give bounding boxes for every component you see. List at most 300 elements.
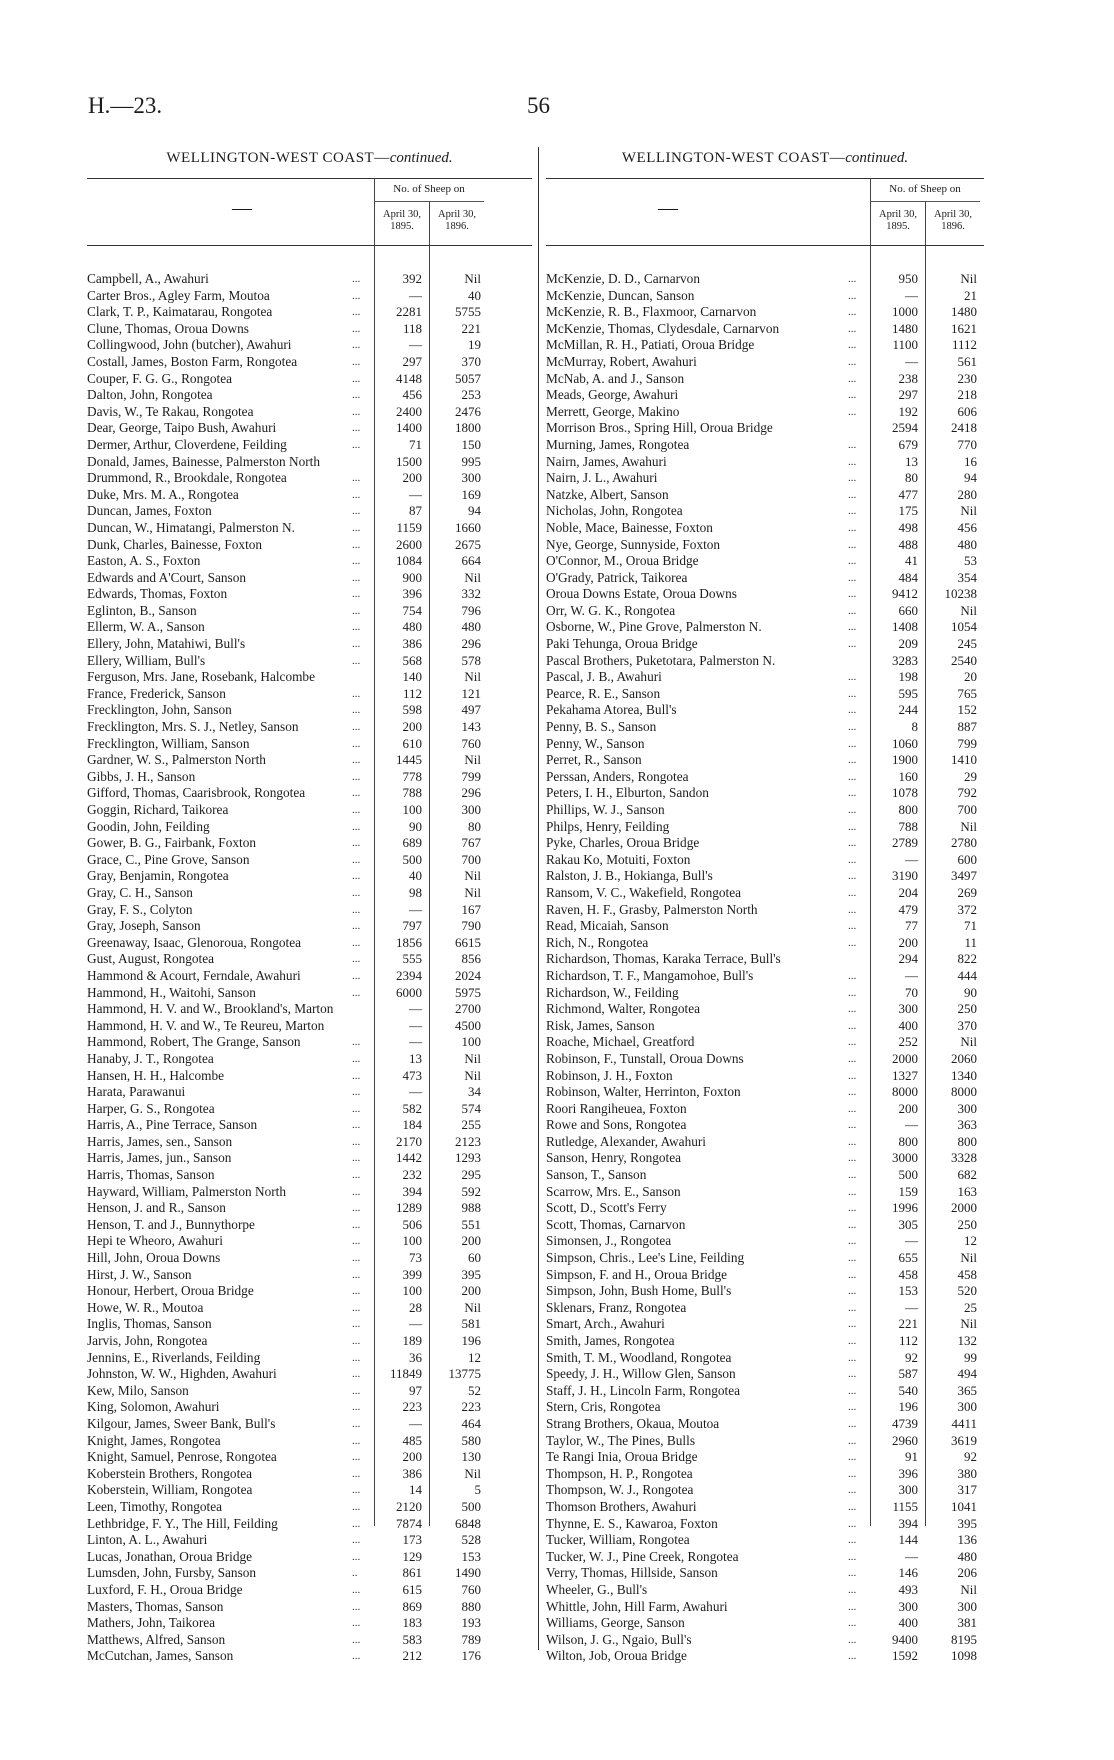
table-row [546, 1034, 984, 1051]
leader-dots: ... [848, 1301, 857, 1314]
owner-name: Hayward, William, Palmerston North [87, 1183, 287, 1199]
count-1895: — [905, 353, 918, 369]
table-row [87, 918, 532, 935]
count-1895: 484 [898, 569, 918, 585]
count-1896: 767 [461, 835, 481, 851]
count-1895: 660 [898, 602, 918, 618]
count-1896: 300 [957, 1100, 977, 1116]
count-1895: 9400 [892, 1631, 918, 1647]
table-row [87, 404, 532, 421]
table-row [546, 371, 984, 388]
leader-dots: ... [848, 521, 857, 534]
leader-dots: ... [848, 1003, 857, 1016]
count-1895: 200 [402, 470, 422, 486]
leader-dots: ... [848, 1086, 857, 1099]
left-table [87, 150, 532, 1665]
count-1896: 90 [964, 984, 977, 1000]
owner-name: Tucker, William, Rongotea [546, 1532, 690, 1548]
count-1895: 184 [402, 1117, 422, 1133]
leader-dots: ... [352, 1102, 361, 1115]
count-1896: 176 [461, 1648, 481, 1664]
count-1896: 1054 [951, 619, 977, 635]
table-row [87, 1167, 532, 1184]
leader-dots: ... [848, 1384, 857, 1397]
leader-dots: ... [848, 1617, 857, 1630]
count-1895: — [905, 967, 918, 983]
leader-dots: ... [848, 1434, 857, 1447]
count-1896: 765 [957, 685, 977, 701]
count-1896: 480 [957, 1548, 977, 1564]
count-1896: 822 [957, 951, 977, 967]
count-1896: Nil [464, 1299, 481, 1315]
leader-dots: ... [848, 273, 857, 285]
count-1895: 7874 [396, 1515, 422, 1531]
table-row [546, 902, 984, 919]
count-1895: 399 [402, 1266, 422, 1282]
table-row [87, 1599, 532, 1616]
count-1896: 887 [957, 719, 977, 735]
owner-name: Sklenars, Franz, Rongotea [546, 1299, 687, 1315]
table-row [546, 470, 984, 487]
owner-name: Scarrow, Mrs. E., Sanson [546, 1183, 681, 1199]
count-1895: 118 [402, 320, 422, 336]
owner-name: Gray, F. S., Colyton [87, 901, 193, 917]
owner-name: Smith, James, Rongotea [546, 1333, 675, 1348]
count-1896: 796 [461, 602, 481, 618]
count-1895: 13 [409, 1050, 422, 1066]
leader-dots: ... [352, 638, 361, 651]
count-1896: 1660 [455, 519, 481, 535]
count-1895: 112 [402, 685, 422, 701]
table-row [87, 1300, 532, 1317]
leader-dots: ... [848, 920, 857, 933]
owner-name: Scott, D., Scott's Ferry [546, 1200, 667, 1216]
count-1896: 370 [957, 1017, 977, 1033]
leader-dots: ... [352, 1135, 361, 1148]
table-row [87, 669, 532, 686]
count-1896: 551 [461, 1216, 481, 1232]
owner-name: Kew, Milo, Sanson [87, 1382, 189, 1398]
count-1896: 2700 [455, 1001, 481, 1017]
count-1896: 5057 [455, 370, 481, 386]
owner-name: Carter Bros., Agley Farm, Moutoa [87, 287, 270, 303]
count-1895: 129 [402, 1548, 422, 1564]
owner-name: Campbell, A., Awahuri [87, 271, 209, 286]
table-row [546, 1648, 984, 1665]
count-1895: 797 [402, 918, 422, 934]
owner-name: Te Rangi Inia, Oroua Bridge [546, 1449, 698, 1465]
table-row [87, 288, 532, 305]
owner-name: Knight, James, Rongotea [87, 1432, 221, 1448]
count-1896: Nil [960, 1034, 977, 1050]
count-1896: 8195 [951, 1631, 977, 1647]
count-1896: 80 [468, 818, 481, 834]
owner-name: Hill, John, Oroua Downs [87, 1250, 221, 1266]
table-row [87, 636, 532, 653]
table-row [546, 1134, 984, 1151]
count-1895: 36 [409, 1349, 422, 1365]
leader-dots: ... [352, 837, 361, 850]
count-1895: 71 [409, 436, 422, 452]
count-1896: 169 [461, 486, 481, 502]
table-row [87, 1350, 532, 1367]
count-1895: — [409, 901, 422, 917]
count-1896: 480 [957, 536, 977, 552]
leader-dots: ... [352, 488, 361, 501]
leader-dots: ... [352, 969, 361, 982]
owner-name: Donald, James, Bainesse, Palmerston North [87, 453, 321, 469]
count-1895: 400 [898, 1615, 918, 1631]
count-1895: 1996 [892, 1200, 918, 1216]
table-row [546, 1615, 984, 1632]
table-row [87, 537, 532, 554]
table-row [87, 520, 532, 537]
owner-name: Hanaby, J. T., Rongotea [87, 1050, 214, 1066]
table-row [546, 985, 984, 1002]
owner-name: Johnston, W. W., Highden, Awahuri [87, 1366, 277, 1382]
count-1896: 250 [957, 1216, 977, 1232]
leader-dots: ... [352, 1633, 361, 1646]
count-1896: 16 [964, 453, 977, 469]
table-row [87, 1433, 532, 1450]
count-1896: 5755 [455, 304, 481, 320]
owner-name: Wilton, Job, Oroua Bridge [546, 1648, 687, 1664]
owner-name: Honour, Herbert, Oroua Bridge [87, 1283, 254, 1299]
count-1895: 1060 [892, 735, 918, 751]
leader-dots: ... [848, 571, 857, 584]
count-1896: 760 [461, 735, 481, 751]
leader-dots: .. [352, 1567, 358, 1580]
leader-dots: ... [848, 1335, 857, 1347]
table-row [87, 1482, 532, 1499]
table-row [546, 785, 984, 802]
table-row [546, 1068, 984, 1085]
count-1896: 789 [461, 1631, 481, 1647]
leader-dots: ... [352, 1036, 361, 1049]
count-1896: 136 [957, 1532, 977, 1548]
owner-name: Penny, B. S., Sanson [546, 719, 657, 735]
owner-name: Smith, T. M., Woodland, Rongotea [546, 1349, 732, 1365]
count-1895: 196 [898, 1399, 918, 1415]
count-1895: 2394 [396, 967, 422, 983]
owner-name: Greenaway, Isaac, Glenoroua, Rongotea [87, 934, 302, 950]
count-1895: 2170 [396, 1133, 422, 1149]
count-1895: 568 [402, 652, 422, 668]
count-1895: 209 [898, 636, 918, 652]
count-1895: 861 [402, 1565, 422, 1581]
leader-dots: ... [352, 571, 361, 584]
table-row [546, 802, 984, 819]
table-row [546, 852, 984, 869]
count-1896: 280 [957, 486, 977, 502]
table-row [546, 537, 984, 554]
owner-name: Stern, Cris, Rongotea [546, 1399, 661, 1415]
count-1896: 799 [957, 735, 977, 751]
owner-name: Ellerm, W. A., Sanson [87, 619, 205, 635]
count-1896: 6848 [455, 1515, 481, 1531]
table-row [546, 503, 984, 520]
table-row [546, 1632, 984, 1649]
count-1895: 97 [409, 1382, 422, 1398]
leader-dots: ... [352, 986, 361, 999]
leader-dots: ... [352, 306, 361, 319]
table-row [546, 1433, 984, 1450]
table-row [87, 1034, 532, 1051]
count-1896: 121 [461, 685, 481, 701]
count-1895: 100 [402, 1283, 422, 1299]
leader-dots: ... [848, 1169, 857, 1182]
count-1895: 1159 [396, 519, 422, 535]
table-row [87, 454, 532, 471]
leader-dots: ... [352, 1202, 361, 1215]
count-1895: 788 [898, 818, 918, 834]
table-header [87, 178, 532, 246]
owner-name: Clark, T. P., Kaimatarau, Rongotea [87, 304, 273, 320]
count-1895: 480 [402, 619, 422, 635]
count-1896: 153 [461, 1548, 481, 1564]
owner-name: Koberstein, William, Rongotea [87, 1482, 253, 1498]
owner-name: Pascal, J. B., Awahuri [546, 669, 662, 685]
table-row [546, 1217, 984, 1234]
owner-name: Gray, Joseph, Sanson [87, 918, 201, 934]
leader-dots: ... [352, 920, 361, 933]
count-1896: 2780 [951, 835, 977, 851]
count-1895: 153 [898, 1283, 918, 1299]
table-row [87, 304, 532, 321]
owner-name: Dermer, Arthur, Cloverdene, Feilding [87, 436, 287, 452]
owner-name: Richardson, W., Feilding [546, 984, 679, 1000]
count-1896: 1340 [951, 1067, 977, 1083]
owner-name: Verry, Thomas, Hillside, Sanson [546, 1565, 718, 1581]
count-1896: 296 [461, 636, 481, 652]
count-1895: 2594 [892, 420, 918, 436]
leader-dots: ... [848, 721, 857, 734]
table-row [546, 1582, 984, 1599]
count-1895: 8 [911, 719, 918, 735]
count-1895: 297 [898, 387, 918, 403]
count-1895: 41 [905, 553, 918, 569]
owner-name: Couper, F. G. G., Rongotea [87, 370, 233, 386]
table-row [87, 852, 532, 869]
owner-name: Linton, A. L., Awahuri [87, 1532, 208, 1548]
leader-dots: ... [352, 1600, 361, 1613]
table-row [546, 570, 984, 587]
owner-name: Simpson, F. and H., Oroua Bridge [546, 1266, 728, 1282]
count-1895: 300 [898, 1482, 918, 1498]
owner-name: Dear, George, Taipo Bush, Awahuri [87, 420, 277, 436]
table-header [546, 178, 984, 246]
table-row [546, 321, 984, 338]
table-row [546, 1018, 984, 1035]
leader-dots: ... [352, 1351, 361, 1364]
count-1895: 655 [898, 1250, 918, 1266]
leader-dots: ... [848, 1036, 857, 1049]
count-1895: 2789 [892, 835, 918, 851]
leader-dots: ... [352, 389, 361, 402]
leader-dots: ... [848, 1650, 857, 1663]
table-row [87, 1532, 532, 1549]
table-row [87, 619, 532, 636]
owner-name: Harris, A., Pine Terrace, Sanson [87, 1117, 258, 1133]
table-row [87, 1316, 532, 1333]
count-1896: 760 [461, 1581, 481, 1597]
owner-name: Grace, C., Pine Grove, Sanson [87, 851, 250, 867]
leader-dots: ... [848, 1285, 857, 1298]
leader-dots: ... [848, 1517, 857, 1530]
count-1895: 2600 [396, 536, 422, 552]
count-1895: 1480 [892, 320, 918, 336]
count-1896: 380 [957, 1465, 977, 1481]
count-1896: 71 [964, 918, 977, 934]
leader-dots: ... [352, 1451, 361, 1464]
owner-name: Easton, A. S., Foxton [87, 553, 201, 569]
count-1896: 29 [964, 768, 977, 784]
count-1895: 595 [898, 685, 918, 701]
count-1895: 1900 [892, 752, 918, 768]
table-row [546, 387, 984, 404]
count-1895: 1100 [892, 337, 918, 353]
owner-name: Thompson, W. J., Rongotea [546, 1482, 694, 1498]
table-row [546, 1150, 984, 1167]
leader-dots: ... [352, 1086, 361, 1099]
table-title: WELLINGTON-WEST COAST—continued. [166, 150, 453, 166]
owner-name: Luxford, F. H., Oroua Bridge [87, 1581, 243, 1597]
count-1895: 583 [402, 1631, 422, 1647]
owner-name: Gardner, W. S., Palmerston North [87, 752, 266, 768]
table-row [87, 321, 532, 338]
table-row [546, 1084, 984, 1101]
count-1896: 223 [461, 1399, 481, 1415]
count-1895: — [409, 1084, 422, 1100]
owner-name: McMurray, Robert, Awahuri [546, 353, 697, 369]
leader-dots: ... [352, 1434, 361, 1447]
leader-dots: ... [848, 737, 857, 750]
count-1895: 294 [898, 951, 918, 967]
count-1895: 458 [898, 1266, 918, 1282]
owner-name: Drummond, R., Brookdale, Rongotea [87, 470, 287, 486]
count-1895: 8000 [892, 1084, 918, 1100]
count-1896: 100 [461, 1034, 481, 1050]
table-row [87, 935, 532, 952]
table-row [546, 1233, 984, 1250]
count-1895: 70 [905, 984, 918, 1000]
leader-dots: ... [352, 721, 361, 734]
leader-dots: ... [352, 1169, 361, 1182]
count-1896: 799 [461, 768, 481, 784]
count-1895: 175 [898, 503, 918, 519]
owner-name: Roache, Michael, Greatford [546, 1034, 695, 1050]
count-1895: 198 [898, 669, 918, 685]
count-1895: 778 [402, 768, 422, 784]
leader-dots: ... [352, 339, 361, 352]
owner-name: Duncan, James, Foxton [87, 503, 212, 519]
leader-dots: ... [352, 1617, 361, 1630]
owner-name: Richardson, T. F., Mangamohoe, Bull's [546, 967, 754, 983]
table-row [87, 902, 532, 919]
owner-name: Pyke, Charles, Oroua Bridge [546, 835, 700, 851]
owner-name: Edwards and A'Court, Sanson [87, 569, 246, 585]
table-row [87, 586, 532, 603]
count-1896: 494 [957, 1366, 977, 1382]
owner-name: McKenzie, Duncan, Sanson [546, 287, 695, 303]
leader-dots: ... [352, 273, 361, 285]
table-row [546, 1549, 984, 1566]
count-1896: 2024 [455, 967, 481, 983]
count-1896: 295 [461, 1167, 481, 1183]
count-1895: — [409, 1017, 422, 1033]
table-row [546, 669, 984, 686]
leader-dots: ... [352, 1119, 361, 1132]
owner-name: Pearce, R. E., Sanson [546, 685, 661, 701]
count-1896: 1410 [951, 752, 977, 768]
count-1895: 144 [898, 1532, 918, 1548]
leader-dots: ... [848, 455, 857, 468]
leader-dots: ... [352, 1368, 361, 1381]
leader-dots: ... [848, 1484, 857, 1497]
leader-dots: ... [848, 853, 857, 866]
owner-name: Pekahama Atorea, Bull's [546, 702, 677, 718]
table-row [87, 470, 532, 487]
owner-name: Davis, W., Te Rakau, Rongotea [87, 403, 254, 419]
table-row [87, 1101, 532, 1118]
owner-name: Clune, Thomas, Oroua Downs [87, 320, 249, 336]
table-row [87, 1217, 532, 1234]
table-row [546, 1532, 984, 1549]
count-1896: 99 [964, 1349, 977, 1365]
count-1896: 53 [964, 553, 977, 569]
owner-name: Kilgour, James, Sweer Bank, Bull's [87, 1415, 276, 1431]
count-1896: 300 [957, 1598, 977, 1614]
leader-dots: ... [352, 1052, 361, 1065]
count-1896: Nil [464, 884, 481, 900]
owner-name: Collingwood, John (butcher), Awahuri [87, 337, 292, 353]
leader-dots: ... [352, 505, 361, 518]
count-1895: 2120 [396, 1498, 422, 1514]
leader-dots: ... [352, 1235, 361, 1248]
table-row [546, 968, 984, 985]
table-row [87, 985, 532, 1002]
count-1896: 581 [461, 1316, 481, 1332]
count-1895: 1445 [396, 752, 422, 768]
leader-dots: ... [848, 1500, 857, 1513]
owner-name: Goodin, John, Feilding [87, 818, 210, 834]
owner-name: Orr, W. G. K., Rongotea [546, 602, 676, 618]
count-1895: 183 [402, 1615, 422, 1631]
count-1896: 592 [461, 1183, 481, 1199]
table-row [546, 1001, 984, 1018]
owner-name: Gust, August, Rongotea [87, 951, 215, 967]
leader-dots: ... [848, 754, 857, 767]
owner-name: Penny, W., Sanson [546, 735, 645, 751]
count-1895: 1442 [396, 1150, 422, 1166]
table-row [87, 1632, 532, 1649]
count-1895: 1327 [892, 1067, 918, 1083]
owner-name: Oroua Downs Estate, Oroua Downs [546, 586, 737, 602]
owner-name: Perssan, Anders, Rongotea [546, 768, 689, 784]
table-row [87, 785, 532, 802]
count-1895: 555 [402, 951, 422, 967]
table-row [546, 1283, 984, 1300]
count-1896: 800 [957, 1133, 977, 1149]
count-1895: 386 [402, 636, 422, 652]
leader-dots: ... [848, 1550, 857, 1563]
table-row [87, 752, 532, 769]
leader-dots: ... [352, 1218, 361, 1231]
count-1895: 232 [402, 1167, 422, 1183]
count-1896: 790 [461, 918, 481, 934]
count-1896: 1293 [455, 1150, 481, 1166]
owner-name: Whittle, John, Hill Farm, Awahuri [546, 1598, 728, 1614]
